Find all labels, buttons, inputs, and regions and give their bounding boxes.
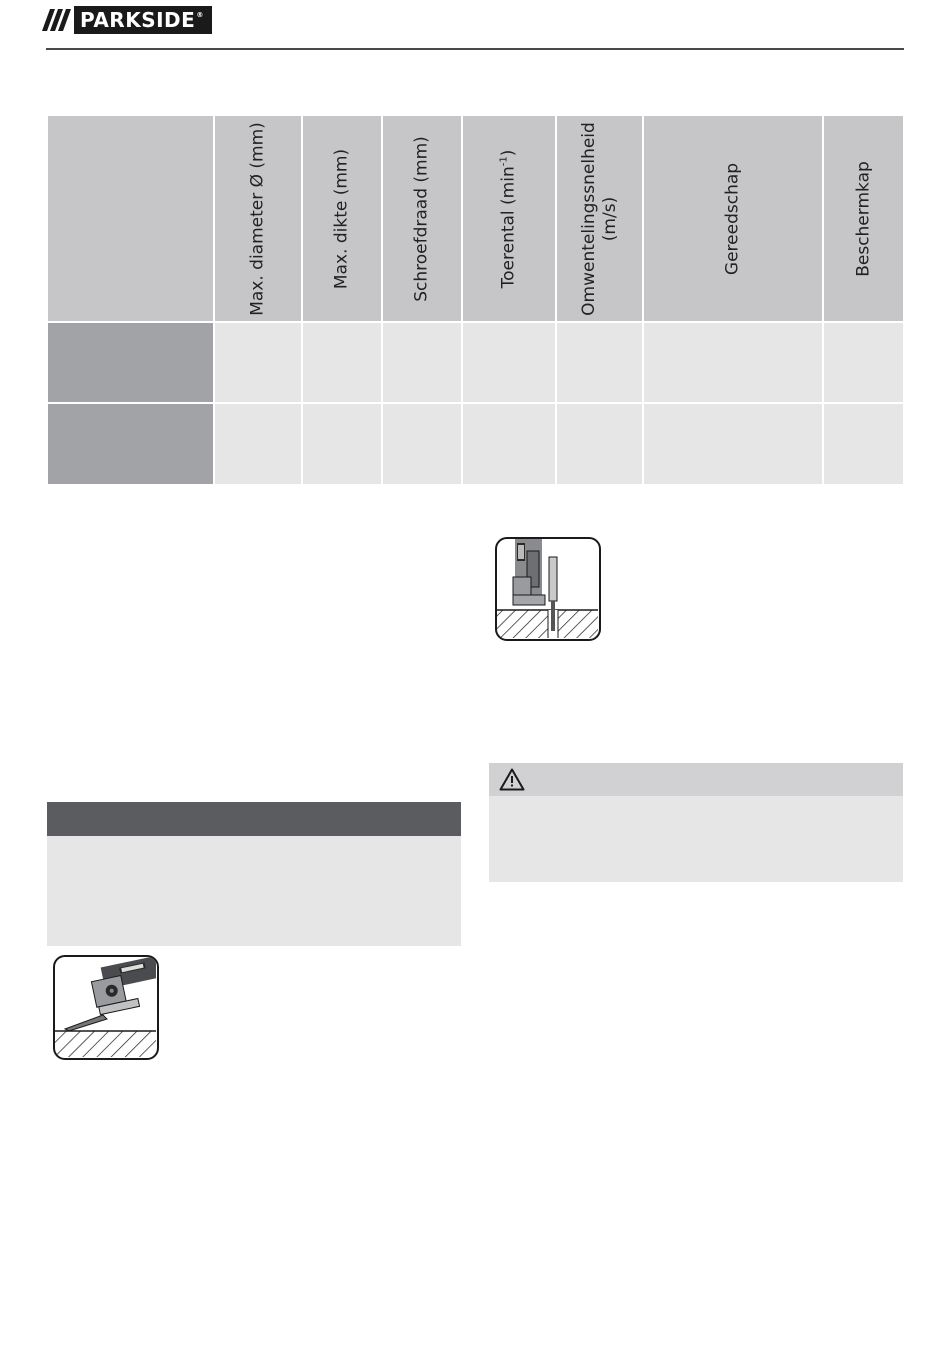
angle-grinder-illustration bbox=[55, 957, 156, 1057]
table-cell bbox=[215, 404, 301, 484]
col-header-max-diameter bbox=[215, 116, 301, 321]
col-header-label: Max. diameter Ø (mm) bbox=[247, 121, 268, 316]
col-header-label bbox=[498, 149, 519, 288]
row-label-2 bbox=[48, 404, 213, 484]
col-header-label: Gereedschap bbox=[722, 162, 743, 275]
warning-triangle-icon bbox=[499, 768, 525, 791]
row-label-1 bbox=[48, 323, 213, 402]
peripheral-speed-line1: Omwentelingssnelheid bbox=[578, 121, 599, 316]
table-cell bbox=[824, 323, 903, 402]
col-header-tool bbox=[644, 116, 822, 321]
warning-body bbox=[489, 796, 903, 882]
table-cell bbox=[215, 323, 301, 402]
table-cell bbox=[644, 404, 822, 484]
table-cell bbox=[644, 323, 822, 402]
logo-text: PARKSIDE bbox=[80, 8, 196, 32]
col-header-speed bbox=[463, 116, 555, 321]
table-cell bbox=[303, 323, 381, 402]
parkside-logo bbox=[46, 6, 212, 34]
warning-header bbox=[489, 763, 903, 796]
table-cell bbox=[557, 323, 642, 402]
peripheral-speed-line2: (m/s) bbox=[599, 196, 620, 241]
table-cell bbox=[463, 323, 555, 402]
col-header-label bbox=[578, 122, 621, 316]
col-header-label: Schroefdraad (mm) bbox=[411, 135, 432, 302]
logo-wordmark bbox=[74, 6, 212, 34]
header-rule bbox=[46, 48, 904, 50]
col-header-max-thickness bbox=[303, 116, 381, 321]
table-corner-cell bbox=[48, 116, 213, 321]
logo-slashes bbox=[46, 6, 74, 34]
spec-table bbox=[48, 116, 903, 484]
speed-label-main: Toerental (min bbox=[498, 165, 519, 288]
table-cell bbox=[557, 404, 642, 484]
cutting-disc-pictogram bbox=[495, 537, 601, 641]
note-body bbox=[47, 836, 461, 946]
speed-label-sup: -1 bbox=[498, 155, 510, 166]
table-cell bbox=[463, 404, 555, 484]
col-header-label: Max. dikte (mm) bbox=[331, 148, 352, 289]
col-header-peripheral-speed bbox=[557, 116, 642, 321]
registered-mark: ® bbox=[196, 11, 204, 19]
table-cell bbox=[383, 323, 461, 402]
table-cell bbox=[383, 404, 461, 484]
table-cell bbox=[824, 404, 903, 484]
col-header-label: Beschermkap bbox=[852, 160, 873, 277]
note-header bbox=[47, 802, 461, 836]
cutting-disc-illustration bbox=[497, 539, 598, 638]
col-header-guard bbox=[824, 116, 903, 321]
angle-grinder-pictogram bbox=[53, 955, 159, 1060]
speed-label-end: ) bbox=[498, 149, 519, 156]
col-header-thread bbox=[383, 116, 461, 321]
table-cell bbox=[303, 404, 381, 484]
